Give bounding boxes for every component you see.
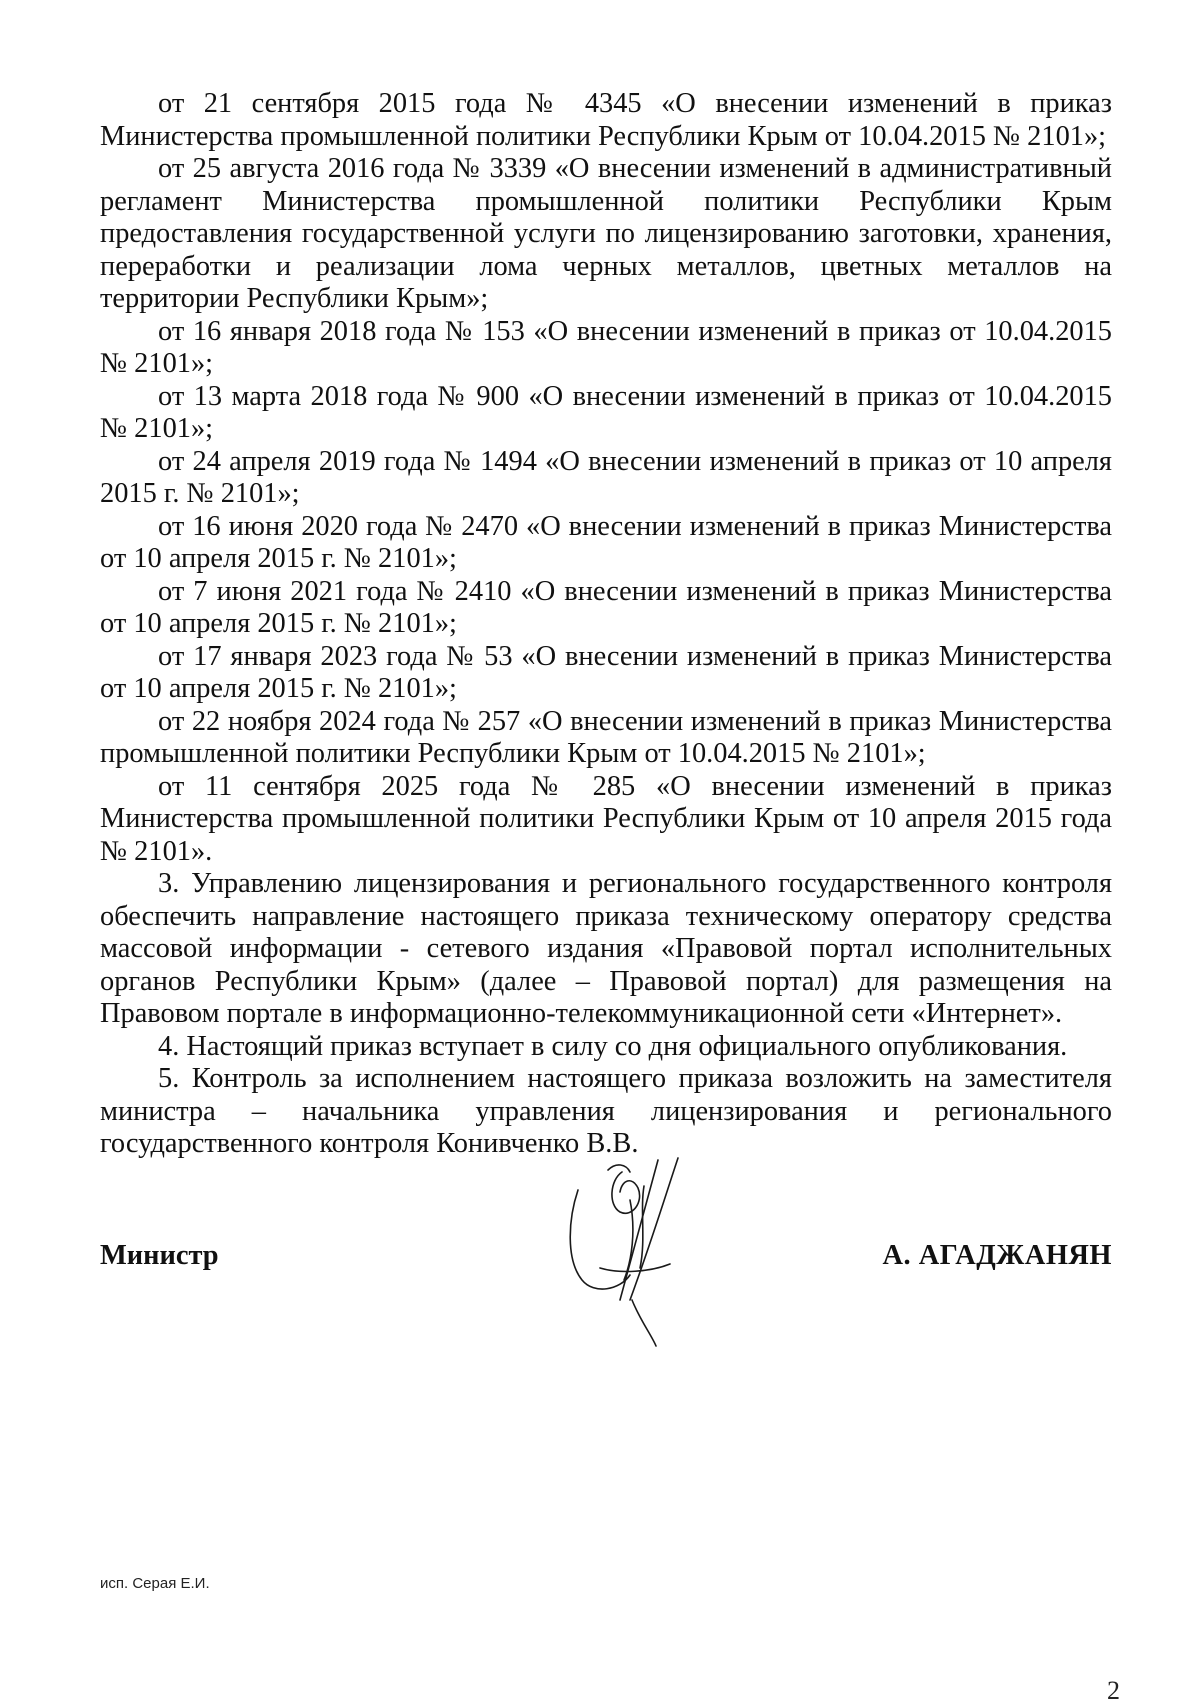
document-body <box>100 88 1112 1161</box>
signatory-name: А. АГАДЖАНЯН <box>882 1240 1112 1271</box>
paragraph-amendment-2021-2410: от 7 июня 2021 года № 2410 «О внесении изменений в приказ Министерства от 10 апреля 2015 г. № 2101»; <box>100 575 1112 639</box>
paragraph-amendment-2025-285: от 11 сентября 2025 года № 285 «О внесении изменений в приказ Министерства промышленной политики Республики Крым от 10 апреля 2015 года № 2101». <box>100 770 1112 867</box>
paragraph-amendment-2018-153: от 16 января 2018 года № 153 «О внесении изменений в приказ от 10.04.2015 № 2101»; <box>100 315 1112 379</box>
paragraph-amendment-2020-2470: от 16 июня 2020 года № 2470 «О внесении изменений в приказ Министерства от 10 апреля 2015 г. № 2101»; <box>100 510 1112 574</box>
paragraph-amendment-2024-257: от 22 ноября 2024 года № 257 «О внесении изменений в приказ Министерства промышленной политики Республики Крым от 10.04.2015 № 2101»; <box>100 705 1112 769</box>
paragraph-amendment-2018-900: от 13 марта 2018 года № 900 «О внесении изменений в приказ от 10.04.2015 № 2101»; <box>100 380 1112 444</box>
paragraph-amendment-2023-53: от 17 января 2023 года № 53 «О внесении изменений в приказ Министерства от 10 апреля 2015 г. № 2101»; <box>100 640 1112 704</box>
paragraph-amendment-2019-1494: от 24 апреля 2019 года № 1494 «О внесении изменений в приказ от 10 апреля 2015 г. № 2101»; <box>100 445 1112 509</box>
paragraph-amendment-2015-4345: от 21 сентября 2015 года № 4345 «О внесении изменений в приказ Министерства промышленной политики Республики Крым от 10.04.2015 № 2101»; <box>100 88 1112 152</box>
paragraph-amendment-2016-3339: от 25 августа 2016 года № 3339 «О внесении изменений в административный регламент Министерства промышленной политики Республики Крым предоставления государственной услуги по лицензированию заготовки, хранения, переработки и реализации лома черных металлов, цветных металлов на территории Республики Крым»; <box>100 153 1112 314</box>
paragraph-item-4-effective-date: 4. Настоящий приказ вступает в силу со дня официального опубликования. <box>158 1030 1068 1062</box>
signature-block <box>100 1240 1112 1300</box>
paragraph-item-3-publication: 3. Управлению лицензирования и регионального государственного контроля обеспечить направление настоящего приказа техническому оператору средства массовой информации - сетевого издания «Правовой портал исполнительных органов Республики Крым» (далее – Правовой портал) для размещения на Правовом портале в информационно-телекоммуникационной сети «Интернет». <box>100 868 1112 1029</box>
page-number: 2 <box>1107 1676 1120 1705</box>
paragraph-item-5-control: 5. Контроль за исполнением настоящего приказа возложить на заместителя министра – начальника управления лицензирования и регионального государственного контроля Конивченко В.В. <box>100 1063 1112 1159</box>
signatory-title: Министр <box>100 1240 219 1271</box>
executor-note: исп. Серая Е.И. <box>100 1575 210 1592</box>
